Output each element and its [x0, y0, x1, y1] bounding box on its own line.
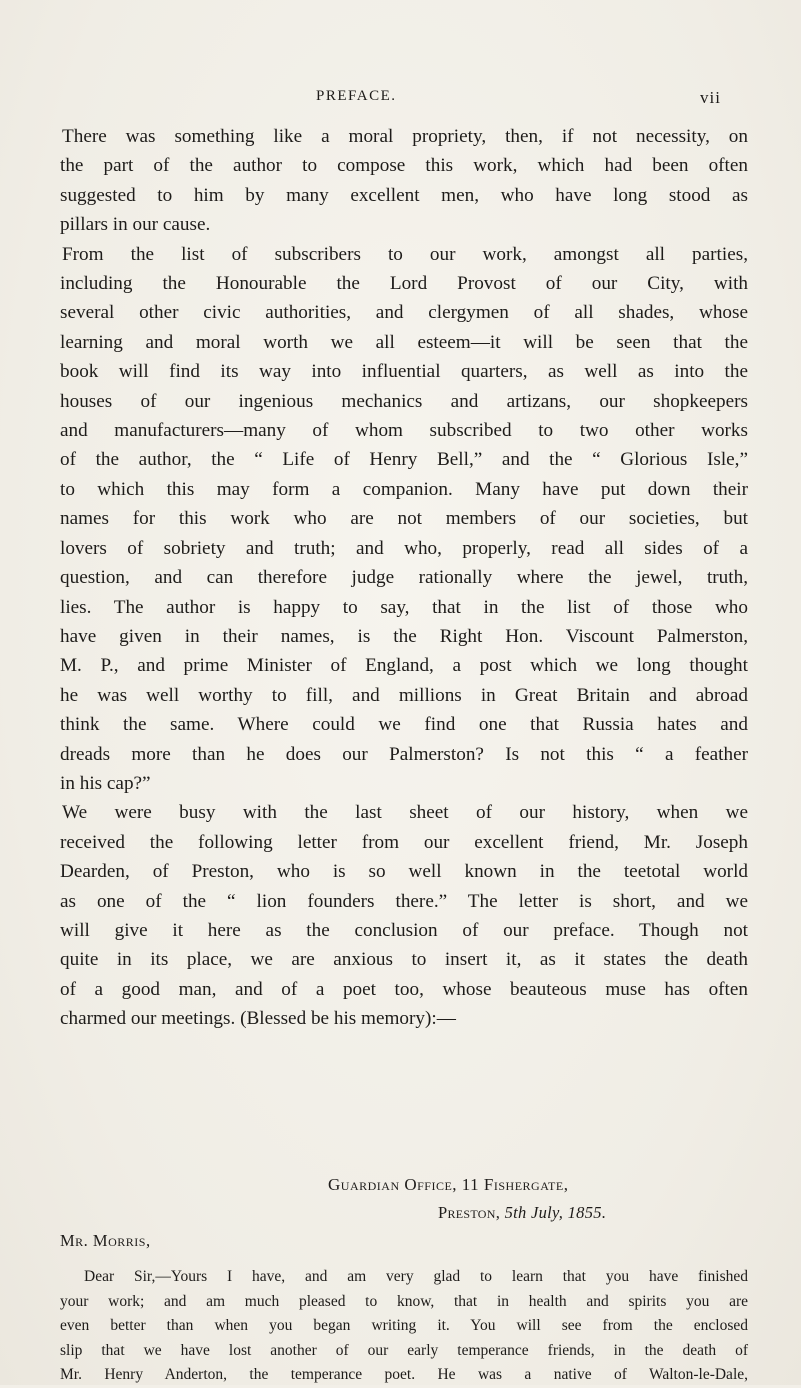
- text-line: of the author, the “ Life of Henry Bell,” and the “ Glorious Isle,”: [60, 449, 748, 471]
- text-line: Dearden, of Preston, who is so well known in the teetotal world: [60, 861, 748, 883]
- letter-body: [60, 1265, 748, 1388]
- text-line: pillars in our cause.: [60, 214, 211, 236]
- paragraph-3: [60, 798, 748, 1033]
- text-line: as one of the “ lion founders there.” The letter is short, and we: [60, 890, 748, 912]
- text-line: dreads more than he does our Palmerston? Is not this “ a feather: [60, 743, 748, 765]
- text-line: in his cap?”: [60, 772, 151, 794]
- preface-body: [60, 122, 748, 1034]
- text-line: will give it here as the conclusion of our preface. Though not: [60, 919, 748, 941]
- paragraph-1: [60, 122, 748, 240]
- text-line: and manufacturers—many of whom subscribed to two other works: [60, 420, 748, 442]
- text-line: including the Honourable the Lord Provost of our City, with: [60, 273, 748, 295]
- text-line: names for this work who are not members of our societies, but: [60, 508, 748, 530]
- text-line: There was something like a moral propriety, then, if not necessity, on: [62, 126, 748, 147]
- text-line: think the same. Where could we find one that Russia hates and: [60, 714, 748, 736]
- text-line: several other civic authorities, and clergymen of all shades, whose: [60, 302, 748, 324]
- letter-place-date: [438, 1203, 606, 1223]
- text-line: he was well worthy to fill, and millions in Great Britain and abroad: [60, 684, 748, 706]
- letter-line: even better than when you began writing it. You will see from the enclosed: [60, 1317, 748, 1335]
- letter-line: Dear Sir,—Yours I have, and am very glad to learn that you have finished: [84, 1268, 748, 1285]
- text-line: quite in its place, we are anxious to insert it, as it states the death: [60, 949, 748, 971]
- text-line: to which this may form a companion. Many have put down their: [60, 478, 748, 500]
- letter-date: 5th July, 1855.: [504, 1203, 607, 1222]
- running-head: [0, 88, 801, 112]
- letter-office-address: Guardian Office, 11 Fishergate,: [328, 1175, 569, 1194]
- letter-line: your work; and am much pleased to know, that in health and spirits you are: [60, 1292, 748, 1310]
- text-line: charmed our meetings. (Blessed be his memory):—: [60, 1008, 456, 1030]
- text-line: of a good man, and of a poet too, whose beauteous muse has often: [60, 978, 748, 1000]
- letter-place: Preston,: [438, 1203, 501, 1222]
- text-line: From the list of subscribers to our work, amongst all parties,: [62, 243, 748, 265]
- letter-line: slip that we have lost another of our early temperance friends, in the death of: [60, 1341, 748, 1359]
- paragraph-2: [60, 240, 748, 799]
- letter-line: Mr. Henry Anderton, the temperance poet. He was a native of Walton-le-Dale,: [60, 1366, 748, 1384]
- letter-recipient: Mr. Morris,: [60, 1231, 151, 1250]
- text-line: lies. The author is happy to say, that in the list of those who: [60, 596, 748, 618]
- running-title: PREFACE.: [316, 88, 397, 104]
- text-line: have given in their names, is the Right Hon. Viscount Palmerston,: [60, 625, 748, 647]
- text-line: lovers of sobriety and truth; and who, properly, read all sides of a: [60, 537, 748, 559]
- text-line: received the following letter from our excellent friend, Mr. Joseph: [60, 831, 748, 853]
- text-line: houses of our ingenious mechanics and artizans, our shopkeepers: [60, 390, 748, 412]
- text-line: suggested to him by many excellent men, who have long stood as: [60, 184, 748, 206]
- page-number: vii: [700, 88, 721, 107]
- text-line: learning and moral worth we all esteem—it will be seen that the: [60, 331, 748, 353]
- text-line: the part of the author to compose this work, which had been often: [60, 155, 748, 177]
- text-line: question, and can therefore judge rationally where the jewel, truth,: [60, 567, 748, 589]
- text-line: We were busy with the last sheet of our history, when we: [62, 802, 748, 824]
- text-line: book will find its way into influential quarters, as well as into the: [60, 361, 748, 383]
- text-line: M. P., and prime Minister of England, a post which we long thought: [60, 655, 748, 677]
